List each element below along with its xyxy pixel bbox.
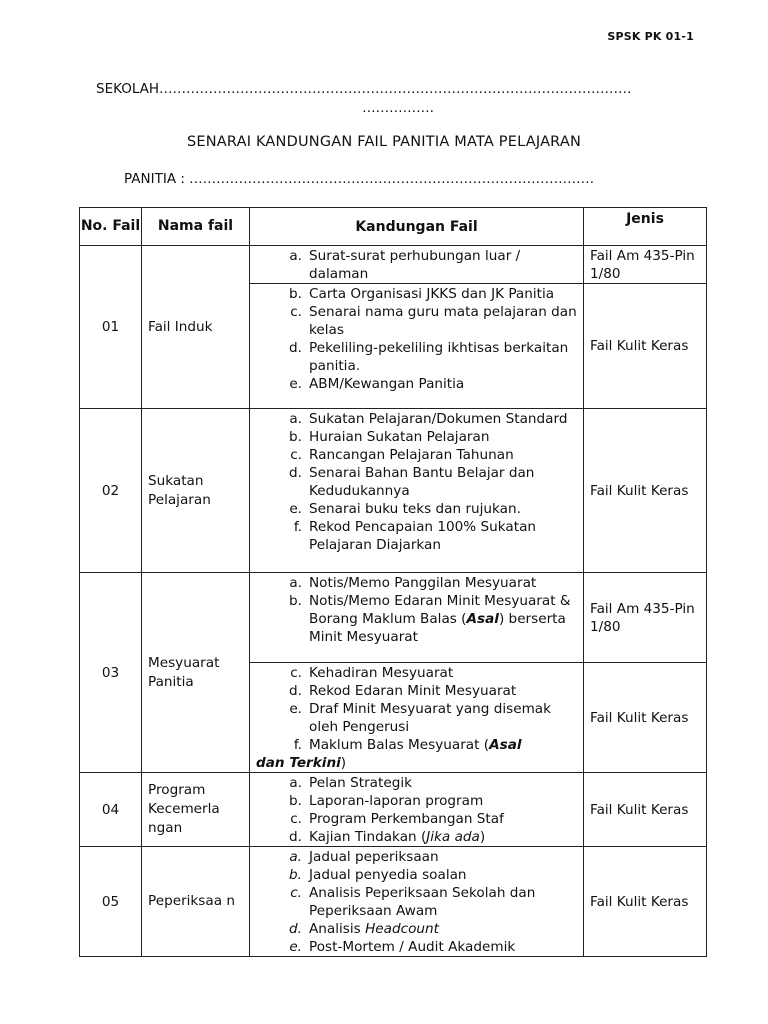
list-item: e. Post-Mortem / Audit Akademik bbox=[289, 939, 516, 955]
contents-table bbox=[79, 207, 707, 957]
header-jenis: Jenis bbox=[584, 208, 707, 246]
row-number: 03 bbox=[80, 573, 142, 773]
header-nama-fail: Nama fail bbox=[142, 208, 250, 246]
header-kandungan: Kandungan Fail bbox=[250, 208, 584, 246]
list-item: c. Program Perkembangan Staf bbox=[290, 811, 504, 827]
list-item: a. Jadual peperiksaan bbox=[289, 849, 439, 865]
list-item: a. Notis/Memo Panggilan Mesyuarat bbox=[289, 575, 537, 591]
list-item: d. Senarai Bahan Bantu Belajar dan Kedudukannya bbox=[289, 465, 535, 499]
list-item: f. Rekod Pencapaian 100% Sukatan Pelajaran Diajarkan bbox=[293, 519, 537, 553]
row-contents bbox=[250, 573, 584, 663]
list-item: d. Kajian Tindakan (Jika ada) bbox=[289, 829, 486, 845]
table-row bbox=[80, 246, 707, 284]
table-row bbox=[80, 847, 707, 957]
row-type: Fail Kulit Keras bbox=[584, 284, 707, 409]
table-row bbox=[80, 773, 707, 847]
list-item: d. Analisis Headcount bbox=[289, 921, 439, 937]
header-no-fail: No. Fail bbox=[80, 208, 142, 246]
row-file-name: Mesyuarat Panitia bbox=[142, 573, 250, 773]
list-item: c. Rancangan Pelajaran Tahunan bbox=[290, 447, 514, 463]
list-item: a. Sukatan Pelajaran/Dokumen Standard bbox=[289, 411, 568, 427]
table-row bbox=[80, 573, 707, 663]
row-number: 05 bbox=[80, 847, 142, 957]
list-item: b. Carta Organisasi JKKS dan JK Panitia bbox=[289, 286, 555, 302]
row-contents bbox=[250, 847, 584, 957]
list-item: b. Huraian Sukatan Pelajaran bbox=[289, 429, 490, 445]
list-item: e. Senarai buku teks dan rujukan. bbox=[289, 501, 521, 517]
row-contents bbox=[250, 663, 584, 773]
list-item: d. Rekod Edaran Minit Mesyuarat bbox=[289, 683, 517, 699]
row-type: Fail Am 435-Pin 1/80 bbox=[584, 573, 707, 663]
row-number: 04 bbox=[80, 773, 142, 847]
row-file-name: Sukatan Pelajaran bbox=[142, 409, 250, 573]
row-type: Fail Kulit Keras bbox=[584, 847, 707, 957]
list-item: c. Kehadiran Mesyuarat bbox=[290, 665, 454, 681]
row-contents bbox=[250, 246, 584, 284]
list-item: a. Pelan Strategik bbox=[289, 775, 412, 791]
list-item: c. Senarai nama guru mata pelajaran dan kelas bbox=[290, 304, 577, 338]
row-file-name: Fail Induk bbox=[142, 246, 250, 409]
list-item: c. Analisis Peperiksaan Sekolah dan Peperiksaan Awam bbox=[290, 885, 536, 919]
list-item: b. Notis/Memo Edaran Minit Mesyuarat & Borang Maklum Balas (Asal) berserta Minit Mesyuarat bbox=[289, 593, 571, 645]
list-item-continuation: dan Terkini) bbox=[256, 755, 347, 771]
row-file-name: Peperiksaa n bbox=[142, 847, 250, 957]
row-type: Fail Kulit Keras bbox=[584, 773, 707, 847]
row-file-name: Program Kecemerla ngan bbox=[142, 773, 250, 847]
list-item: a. Surat-surat perhubungan luar / dalaman bbox=[289, 248, 521, 282]
panitia-field: PANITIA : ……………………………………………………………………………… bbox=[124, 171, 595, 187]
row-type: Fail Am 435-Pin 1/80 bbox=[584, 246, 707, 284]
document-code: SPSK PK 01-1 bbox=[607, 30, 694, 43]
row-type: Fail Kulit Keras bbox=[584, 409, 707, 573]
list-item: d. Pekeliling-pekeliling ikhtisas berkaitan panitia. bbox=[289, 340, 569, 374]
table-header-row bbox=[80, 208, 707, 246]
sekolah-line-1: SEKOLAH…………………………………………………………………………………………… bbox=[96, 81, 632, 97]
sekolah-line-2: ……………. bbox=[362, 100, 434, 116]
list-item: f. Maklum Balas Mesyuarat (Asal bbox=[293, 737, 522, 753]
sekolah-field bbox=[96, 80, 700, 118]
list-item: e. Draf Minit Mesyuarat yang disemak oleh Pengerusi bbox=[289, 701, 552, 735]
list-item: b. Jadual penyedia soalan bbox=[289, 867, 467, 883]
row-contents bbox=[250, 284, 584, 409]
table-row bbox=[80, 409, 707, 573]
row-contents bbox=[250, 773, 584, 847]
row-contents bbox=[250, 409, 584, 573]
row-number: 02 bbox=[80, 409, 142, 573]
list-item: e. ABM/Kewangan Panitia bbox=[289, 376, 465, 392]
list-item: b. Laporan-laporan program bbox=[289, 793, 484, 809]
row-type: Fail Kulit Keras bbox=[584, 663, 707, 773]
row-number: 01 bbox=[80, 246, 142, 409]
document-title: SENARAI KANDUNGAN FAIL PANITIA MATA PELAJARAN bbox=[186, 134, 582, 150]
